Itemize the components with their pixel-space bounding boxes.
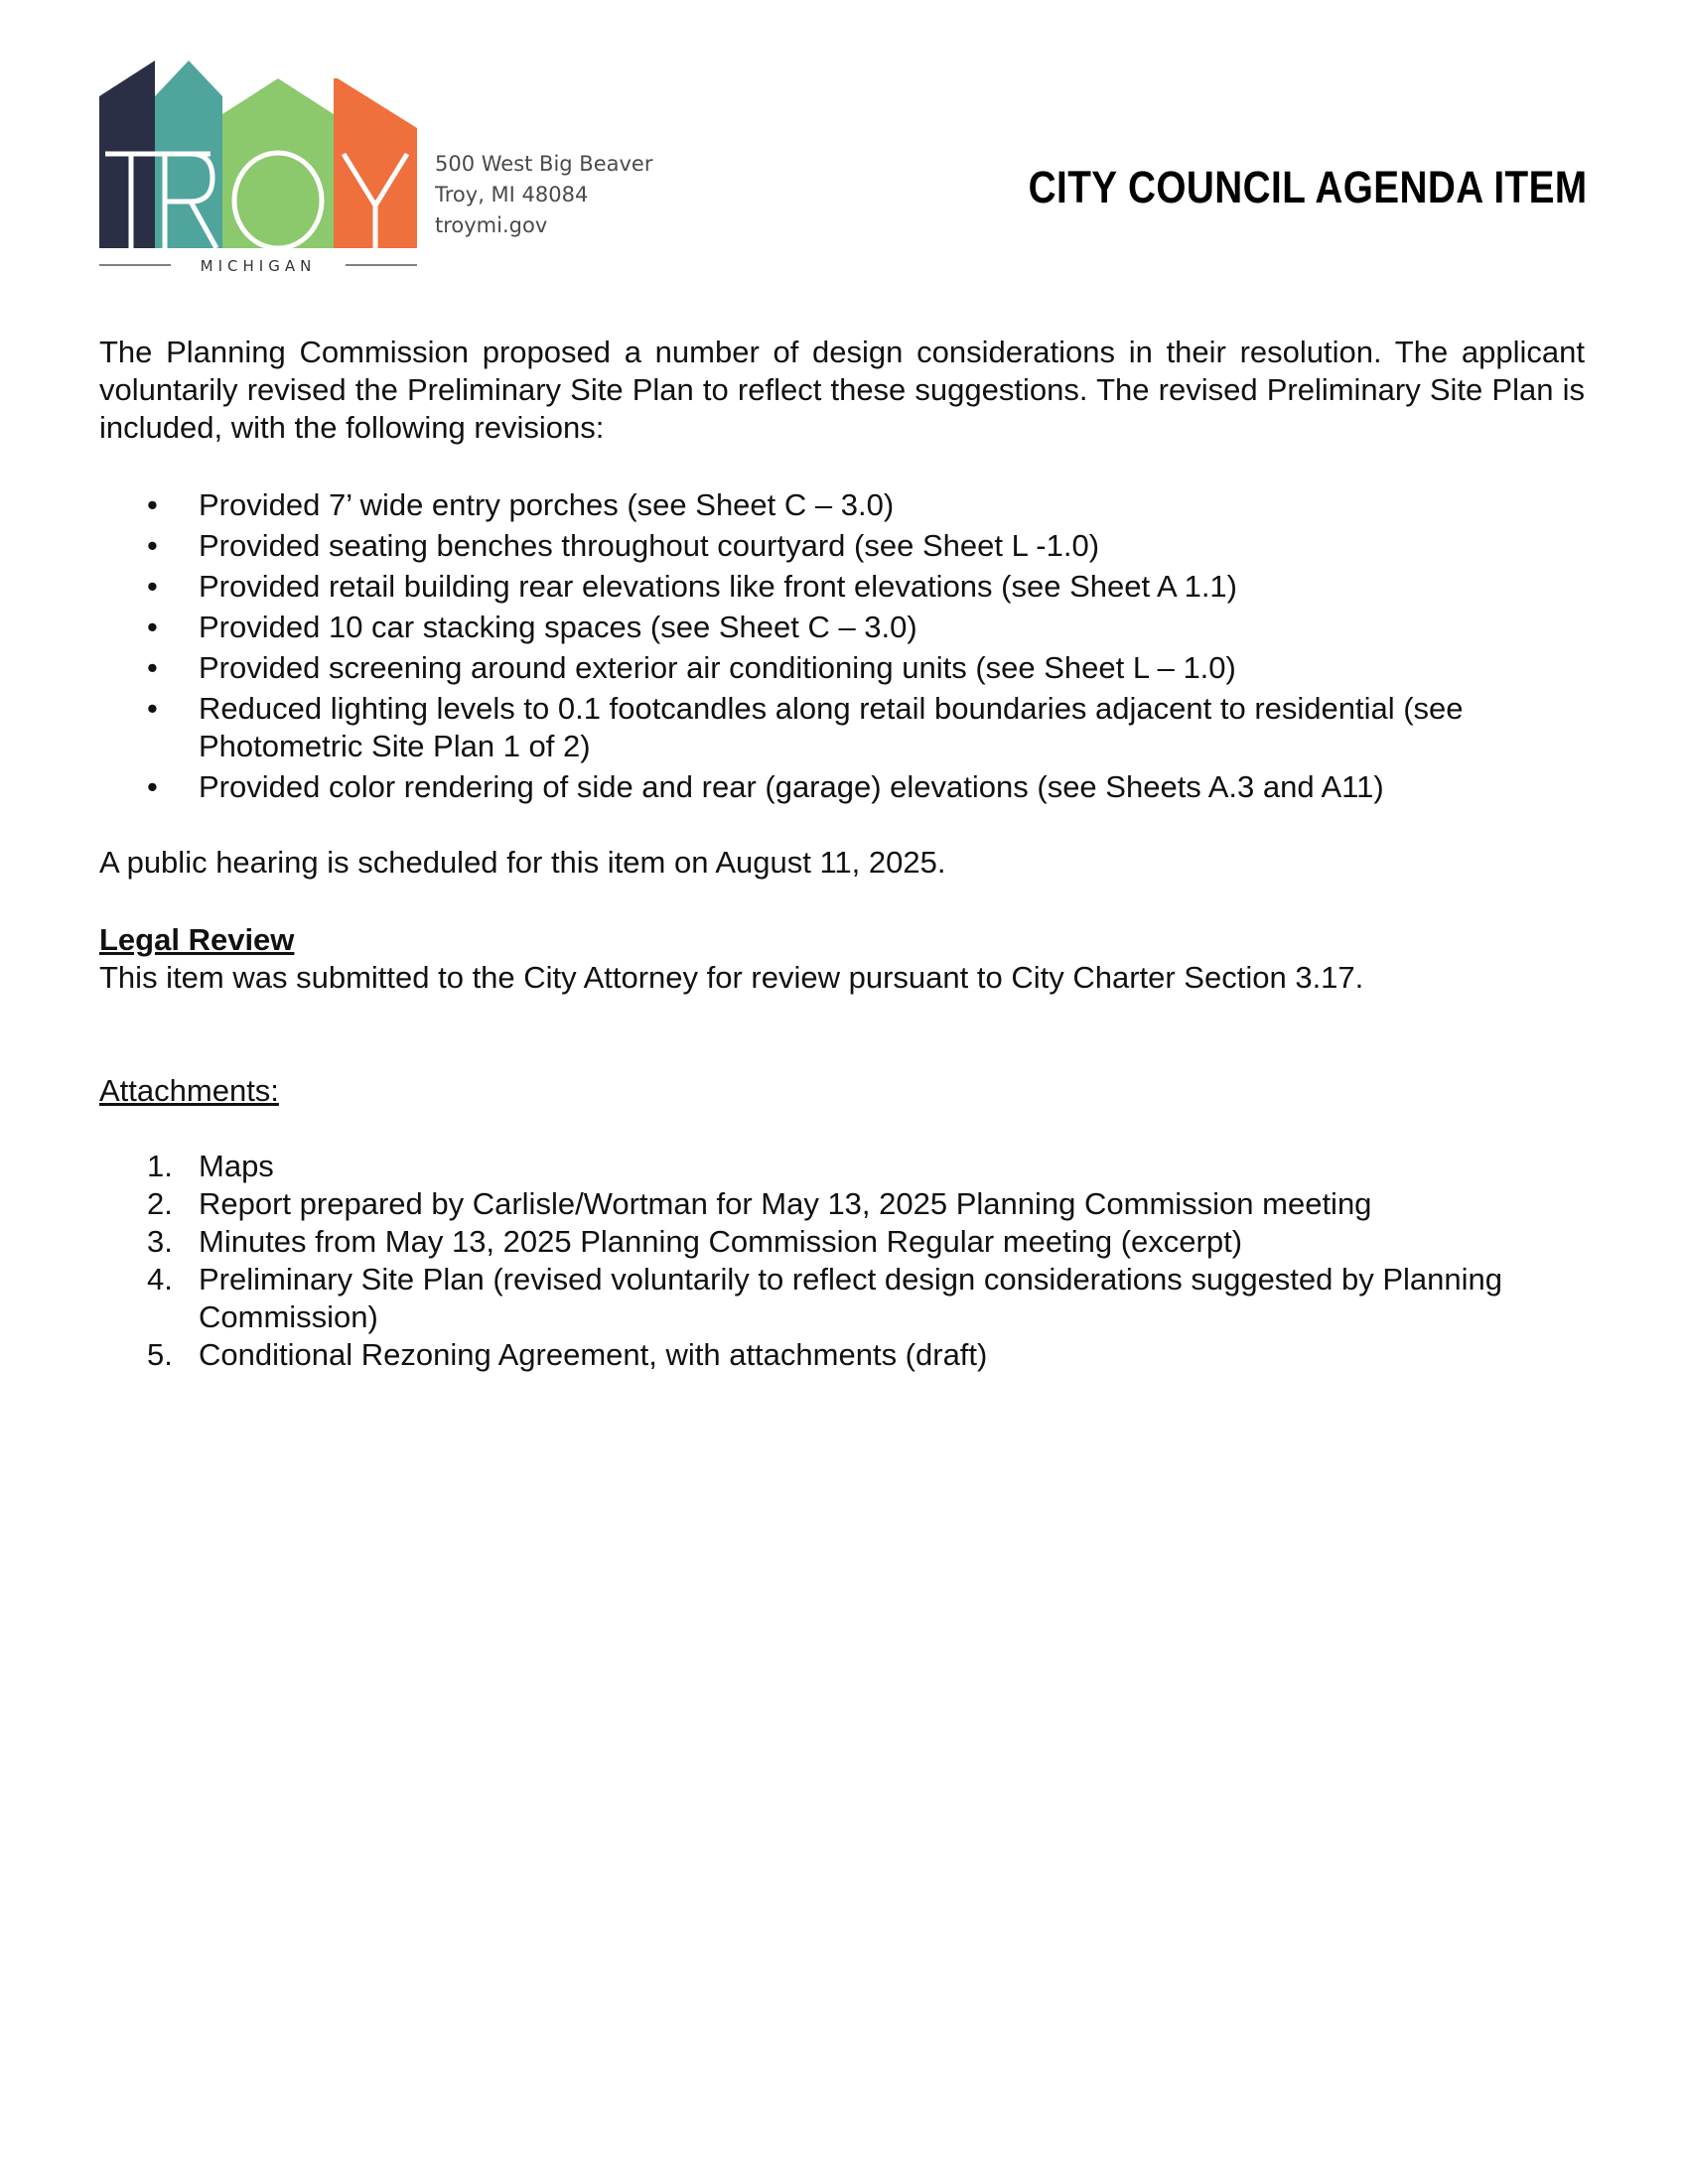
list-item: • Reduced lighting levels to 0.1 footcandles along retail boundaries adjacent to residential (see Photometric Site Plan 1 of 2) <box>147 691 1464 763</box>
legal-review-text: This item was submitted to the City Attorney for review pursuant to City Charter Section 3.17. <box>99 960 1364 995</box>
address-block <box>435 149 653 241</box>
bullet-icon: • <box>147 769 158 804</box>
list-item: • Provided 10 car stacking spaces (see Sheet C – 3.0) <box>147 610 917 644</box>
list-item: 4. Preliminary Site Plan (revised voluntarily to reflect design considerations suggested by Planning Commission) <box>147 1262 1503 1334</box>
list-item: 1. Maps <box>147 1149 274 1183</box>
bullet-icon: • <box>147 569 158 604</box>
list-item: 3. Minutes from May 13, 2025 Planning Commission Regular meeting (excerpt) <box>147 1224 1243 1259</box>
troy-logo <box>99 55 417 273</box>
list-item: 5. Conditional Rezoning Agreement, with attachments (draft) <box>147 1337 988 1372</box>
document-body <box>99 334 1585 1374</box>
bullet-icon: • <box>147 487 158 522</box>
attachments-list <box>99 1148 1585 1374</box>
address-city: Troy, MI 48084 <box>435 183 589 206</box>
revisions-list <box>99 486 1585 806</box>
list-item: • Provided color rendering of side and rear (garage) elevations (see Sheets A.3 and A11) <box>147 769 1384 804</box>
address-street: 500 West Big Beaver <box>435 152 653 176</box>
website: troymi.gov <box>435 213 548 237</box>
list-item: • Provided 7’ wide entry porches (see Sheet C – 3.0) <box>147 487 895 522</box>
list-item: • Provided retail building rear elevations like front elevations (see Sheet A 1.1) <box>147 569 1237 604</box>
legal-review-heading: Legal Review <box>99 922 295 957</box>
bullet-icon: • <box>147 610 158 644</box>
page-title: CITY COUNCIL AGENDA ITEM <box>1029 162 1588 212</box>
hearing-paragraph: A public hearing is scheduled for this item on August 11, 2025. <box>99 845 946 880</box>
attachments-heading: Attachments: <box>99 1073 279 1108</box>
letterhead <box>99 55 1589 283</box>
bullet-icon: • <box>147 691 158 726</box>
list-item: 2. Report prepared by Carlisle/Wortman for May 13, 2025 Planning Commission meeting <box>147 1186 1372 1221</box>
intro-paragraph: The Planning Commission proposed a number of design considerations in their resolution. The applicant voluntarily revised the Preliminary Site Plan to reflect these suggestions. The revised Preliminary Site Plan is included, with the following revisions: <box>99 335 1585 445</box>
list-item: • Provided seating benches throughout courtyard (see Sheet L -1.0) <box>147 528 1100 563</box>
bullet-icon: • <box>147 650 158 685</box>
bullet-icon: • <box>147 528 158 563</box>
list-item: • Provided screening around exterior air conditioning units (see Sheet L – 1.0) <box>147 650 1236 685</box>
logo-michigan-text: MICHIGAN <box>200 257 317 273</box>
